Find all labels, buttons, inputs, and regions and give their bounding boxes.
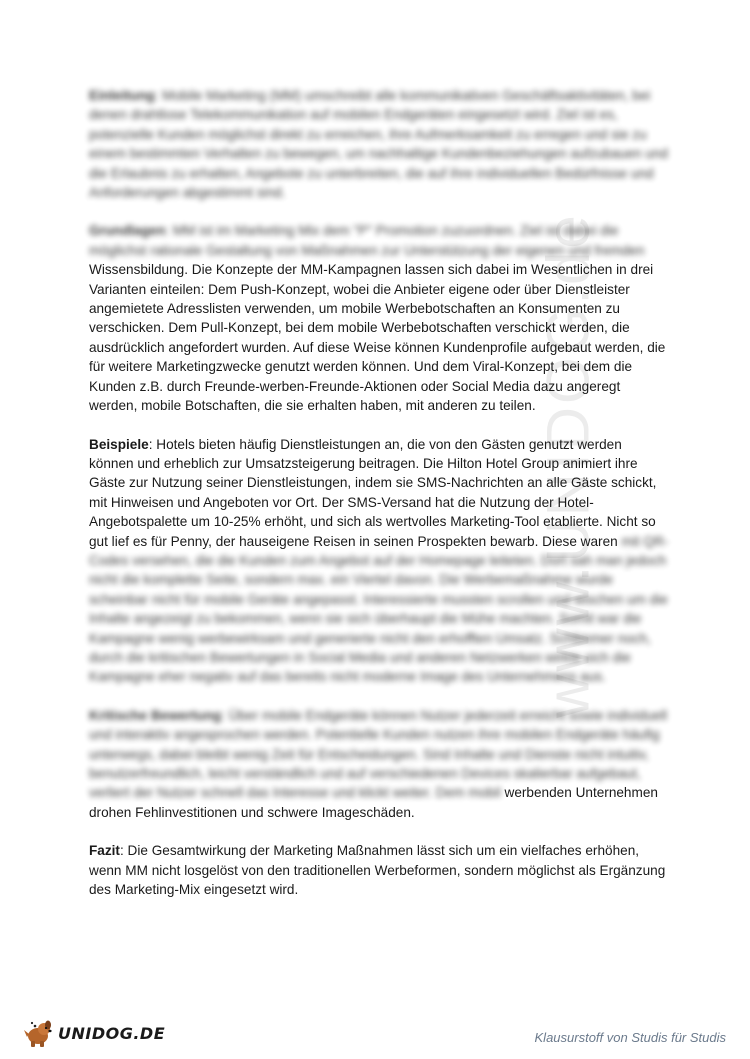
text-einleitung: : Mobile Marketing (MM) umschreibt alle kommunikativen Geschäftsaktivitäten, bei denen drahtlose Telekommunikation auf mobilen Endgeräten eingesetzt wird. Ziel ist es, potenzielle Kunden möglichst direkt zu erreichen, ihre Aufmerksamkeit zu erregen und sie zu einem bestimmten Verhalten zu bewegen, um nachhaltige Kundenbeziehungen aufzubauen und die Erlaubnis zu erhalten, Angebote zu unterbreiten, die auf ihre individuellen Bedürfnisse und Anforderungen abgestimmt sind. — [89, 88, 668, 201]
text-grundlagen: Wissensbildung. Die Konzepte der MM-Kampagnen lassen sich dabei im Wesentlichen in drei Varianten einteilen: Dem Push-Konzept, wobei die Anbieter eigene oder über Dienstleister angemietete Adresslisten verwenden, um mobile Werbebotschaften an Konsumenten zu verschicken. Dem Pull-Konzept, bei dem mobile Werbebotschaften verschickt werden, die ausdrücklich angefordert wurden. Auf diese Weise können Kundenprofile aufgebaut werden, die für weitere Marketingzwecke genutzt werden können. Und dem Viral-Konzept, bei dem die Kunden z.B. durch Freunde-werben-Freunde-Aktionen oder Social Media dazu angeregt werden, mobile Botschaften, die sie erhalten haben, mit anderen zu teilen. — [89, 262, 666, 414]
dog-mascot-icon — [22, 1018, 56, 1048]
text-bewertung-blurred: : Über mobile Endgeräte können Nutzer jederzeit erreicht sowie individuell und interaktiv angesprochen werden. Potentielle Kunden nutzen ihre mobilen Endgeräte häufig unterwegs, dabei bleibt wenig Zeit für Entscheidungen. Sind Inhalte und Dienste nicht intuitiv, benutzerfreundlich, leicht verständlich und auf verschiedenen Devices skalierbar aufgebaut, verliert der Nutzer schnell das Interesse und klickt weiter. Dem mobil — [89, 707, 667, 801]
paragraph-bewertung — [89, 706, 669, 822]
unidog-logo — [22, 1018, 165, 1048]
text-beispiele-blurred: mit QR-Codes versehen, die die Kunden zum Angebot auf der Homepage leiteten. Dort sah man jedoch nicht die komplette Seite, sondern max. ein Viertel davon. Die Werbemaßnahme wurde scheinbar nicht für mobile Geräte angepasst. Interessierte mussten scrollen und wischen um die Inhalte angezeigt zu bekommen, wenn sie sich überhaupt die Mühe machten. Somit war die Kampagne wenig werbewirksam und generierte nicht den erhofften Umsatz. Schlimmer noch, durch die kritischen Bewertungen in Social Media und anderen Netzwerken wirkte sich die Kampagne eher negativ auf das bereits nicht moderne Image des Unternehmens aus. — [89, 533, 669, 685]
logo-text: UNIDOG.DE — [58, 1023, 166, 1043]
paragraph-fazit — [89, 841, 669, 899]
watermark: www.UNIDOG.de — [534, 212, 602, 718]
footer-tagline: Klausurstoff von Studis für Studis — [534, 1030, 726, 1045]
heading-bewertung: Kritische Bewertung — [89, 707, 222, 723]
text-fazit: : Die Gesamtwirkung der Marketing Maßnahmen lässt sich um ein vielfaches erhöhen, wenn MM nicht losgelöst von den traditionellen Werbeformen, sondern möglichst als Ergänzung des Marketing-Mix eingesetzt wird. — [89, 843, 666, 898]
document-body — [89, 86, 669, 918]
paragraph-einleitung — [89, 86, 669, 202]
heading-beispiele: Beispiele — [89, 436, 149, 452]
heading-grundlagen: Grundlagen — [89, 223, 166, 239]
heading-einleitung: Einleitung — [89, 88, 155, 103]
paragraph-grundlagen — [89, 221, 669, 415]
text-grundlagen-blurred: : MM ist im Marketing Mix dem "P" Promotion zuzuordnen. Ziel ist dabei die möglichst rationale Gestaltung von Maßnahmen zur Unterstützung der eigenen und fremden — [89, 223, 645, 258]
paragraph-beispiele — [89, 435, 669, 687]
text-bewertung: werbenden Unternehmen drohen Fehlinvestitionen und schwere Imageschäden. — [89, 785, 658, 820]
text-beispiele: : Hotels bieten häufig Dienstleistungen an, die von den Gästen genutzt werden können und erheblich zur Umsatzsteigerung beitragen. Die Hilton Hotel Group animiert ihre Gäste zur Nutzung seiner Dienstleistungen, indem sie SMS-Nachrichten an alle Gäste schickt, mit Hinweisen und Angeboten vor Ort. Der SMS-Versand hat die Nutzung der Hotel-Angebotspalette um 10-25% erhöht, und sich als wertvolles Marketing-Tool etablierte. Nicht so gut lief es für Penny, der hauseigene Reisen in seinen Prospekten bewarb. Diese waren — [89, 436, 657, 549]
blurred-grundlagen — [89, 223, 644, 257]
heading-fazit: Fazit — [89, 843, 120, 859]
